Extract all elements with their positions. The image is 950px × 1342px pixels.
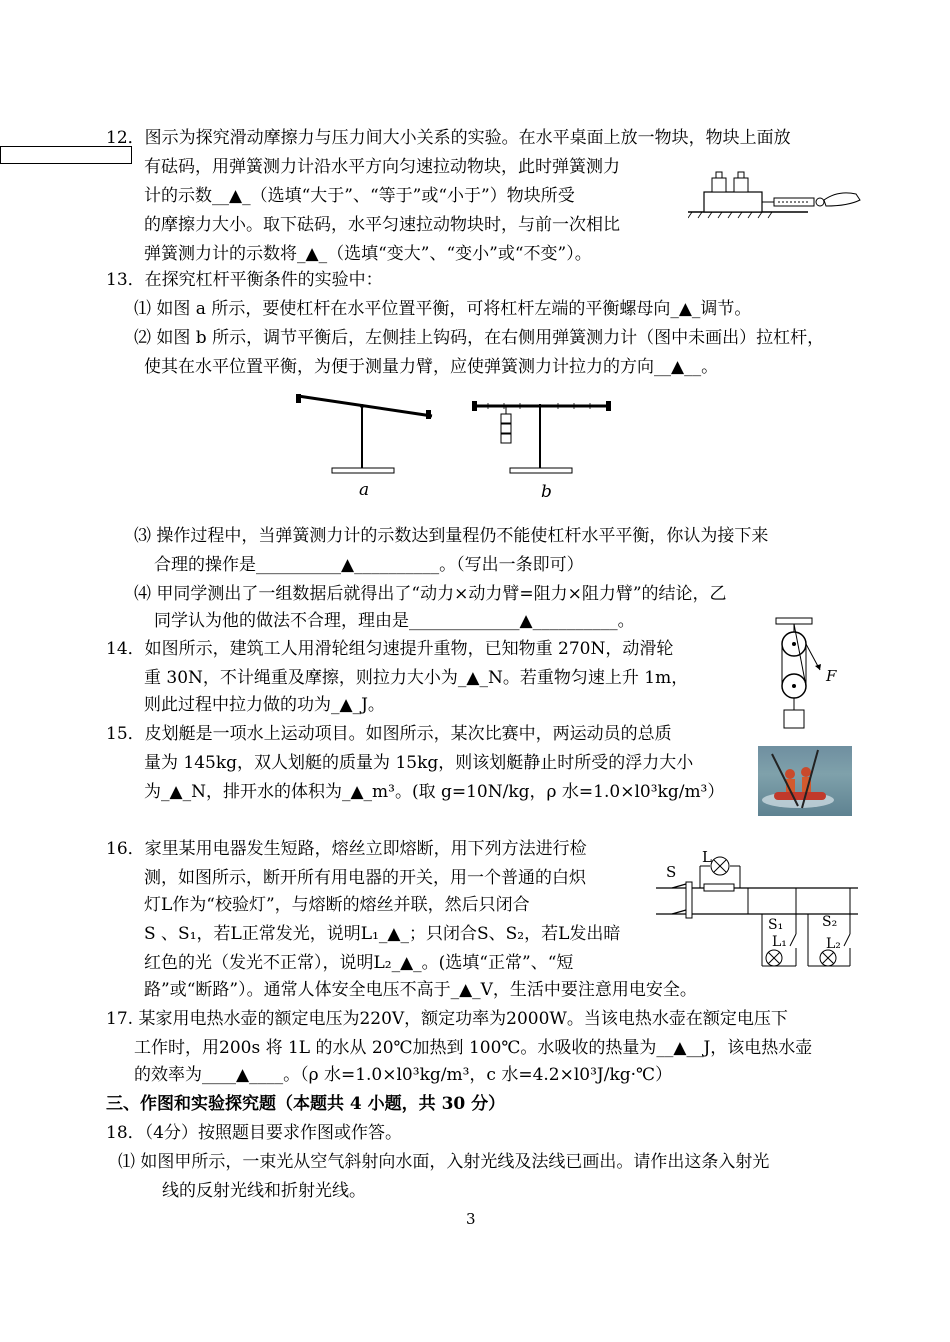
q15-line3: 为_▲_N，排开水的体积为_▲_m³。(取 g=10N/kg，ρ 水=1.0×l0³kg/m³）: [144, 782, 725, 802]
circuit-label-S: S: [666, 863, 677, 881]
q17-line1: 17. 某家用电热水壶的额定电压为220V，额定功率为2000W。当该电热水壶在额定电压下: [106, 1009, 788, 1029]
q13-line2: ⑴ 如图 a 所示，要使杠杆在水平位置平衡，可将杠杆左端的平衡螺母向_▲_调节。: [134, 299, 752, 319]
q13-line3: ⑵ 如图 b 所示，调节平衡后，左侧挂上钩码，在右侧用弹簧测力计（图中未画出）拉杠杆，: [134, 328, 825, 348]
q15-line2: 量为 145kg，双人划艇的质量为 15kg，则该划艇静止时所受的浮力大小: [144, 753, 694, 773]
q14-line3: 则此过程中拉力做的功为_▲_J。: [144, 695, 385, 715]
q17-line2: 工作时，用200s 将 1L 的水从 20℃加热到 100℃。水吸收的热量为__▲__J，该电热水壶: [134, 1038, 813, 1058]
q13-line5: ⑶ 操作过程中，当弹簧测力计的示数达到量程仍不能使杠杆水平平衡，你认为接下来: [134, 526, 769, 546]
q15-line1: 15．皮划艇是一项水上运动项目。如图所示，某次比赛中，两运动员的总质: [106, 724, 672, 744]
circuit-label-L1: L₁: [772, 934, 787, 950]
q12-line1: 12．图示为探究滑动摩擦力与压力间大小关系的实验。在水平桌面上放一物块，物块上面放: [106, 128, 791, 148]
q16-line5: 红色的光（发光不正常），说明L₂_▲_。(选填“正常”、“短: [144, 953, 574, 973]
friction-figure: [688, 160, 868, 220]
pulley-figure: [764, 614, 837, 738]
pulley-force-label: F: [826, 667, 837, 685]
lever-label-a: a: [359, 480, 370, 500]
q13-line6: 合理的操作是__________▲__________。（写出一条即可）: [154, 555, 584, 575]
q16-line6: 路”或“断路”）。通常人体安全电压不高于_▲_V，生活中要注意用电安全。: [144, 980, 697, 1000]
q16-line2: 测，如图所示，断开所有用电器的开关，用一个普通的白炽: [144, 868, 586, 888]
q16-line1: 16．家里某用电器发生短路，熔丝立即熔断，用下列方法进行检: [106, 839, 587, 859]
circuit-label-S1: S₁: [768, 917, 784, 933]
q16-line4: S 、S₁，若L正常发光，说明L₁_▲_；只闭合S、S₂，若L发出暗: [144, 924, 621, 944]
section-3-heading: 三、作图和实验探究题（本题共 4 小题，共 30 分）: [106, 1094, 506, 1114]
q13-line4: 使其在水平位置平衡，为便于测量力臂，应使弹簧测力计拉力的方向__▲__。: [144, 357, 719, 377]
circuit-label-S2: S₂: [822, 914, 838, 930]
q18-line1: 18．（4分）按照题目要求作图或作答。: [106, 1123, 402, 1143]
q16-line3: 灯L作为“校验灯”，与熔断的熔丝并联，然后只闭合: [144, 895, 530, 915]
q12-line2: 有砝码，用弹簧测力计沿水平方向匀速拉动物块，此时弹簧测力: [144, 157, 620, 177]
q14-line2: 重 30N，不计绳重及摩擦，则拉力大小为_▲_N。若重物匀速上升 1m，: [144, 668, 689, 688]
lever-label-b: b: [541, 482, 552, 502]
q18-line3: 线的反射光线和折射光线。: [162, 1181, 366, 1201]
q18-line2: ⑴ 如图甲所示，一束光从空气斜射向水面，入射光线及法线已画出。请作出这条入射光: [118, 1152, 770, 1172]
lever-figure-b: [470, 394, 620, 476]
q12-line3: 计的示数__▲_（选填“大于”、“等于”或“小于”）物块所受: [144, 186, 575, 206]
lever-figure-a: [292, 394, 442, 476]
q14-line1: 14．如图所示，建筑工人用滑轮组匀速提升重物，已知物重 270N，动滑轮: [106, 639, 674, 659]
circuit-label-L2: L₂: [826, 936, 841, 952]
q17-line3: 的效率为____▲____。（ρ 水=1.0×l0³kg/m³，c 水=4.2×l0³J/kg·℃）: [134, 1065, 673, 1085]
q12-line4: 的摩擦力大小。取下砝码，水平匀速拉动物块时，与前一次相比: [144, 215, 620, 235]
page-number: 3: [466, 1210, 476, 1228]
q13-line7: ⑷ 甲同学测出了一组数据后就得出了“动力×动力臂=阻力×阻力臂”的结论，乙: [134, 584, 727, 604]
q13-line8: 同学认为他的做法不合理，理由是_____________▲__________。: [154, 611, 635, 631]
q12-line5: 弹簧测力计的示数将_▲_（选填“变大”、“变小”或“不变”）。: [144, 244, 592, 264]
kayak-photo: [758, 746, 852, 816]
circuit-label-L: L: [702, 848, 712, 866]
q13-line1: 13．在探究杠杆平衡条件的实验中：: [106, 270, 383, 290]
